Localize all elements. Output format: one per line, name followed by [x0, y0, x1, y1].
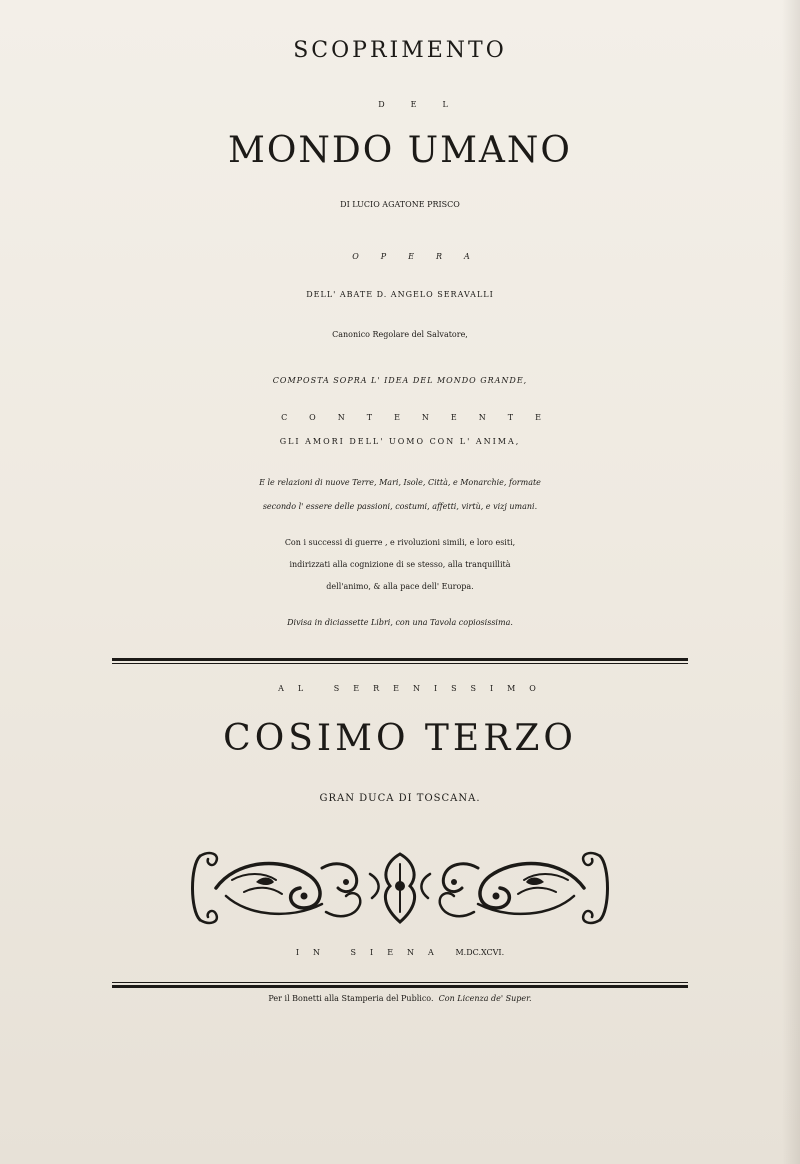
opera-label: OPERA: [352, 252, 492, 261]
divisa-line: Divisa in diciassette Libri, con una Tavola copiosissima.: [287, 618, 513, 627]
successi-line-1: Con i successi di guerre , e rivoluzioni simili, e loro esiti,: [284, 538, 516, 547]
title-line-mondo-umano: MONDO UMANO: [228, 130, 572, 171]
amori-line: GLI AMORI DELL' UOMO CON L' ANIMA,: [279, 437, 521, 446]
successi-line-3: dell'animo, & alla pace dell' Europa.: [326, 582, 474, 591]
dedication-title: GRAN DUCA DI TOSCANA.: [319, 793, 481, 804]
composta-line: COMPOSTA SOPRA L' IDEA DEL MONDO GRANDE,: [272, 376, 528, 385]
contenente-label: CONTENENTE: [281, 413, 563, 422]
double-rule-top-thin: [112, 663, 688, 664]
floral-scroll-headpiece-icon: [186, 846, 614, 930]
title-word-del: DEL: [378, 100, 474, 109]
dedication-al-serenissimo: AL SERENISSIMO: [278, 684, 550, 693]
imprint-printer-line: [0, 994, 800, 1003]
imprint-place: IN SIENA: [295, 948, 448, 957]
successi-line-2: indirizzati alla cognizione di se stesso, alla tranquillità: [289, 560, 511, 569]
double-rule-bottom-thin: [112, 982, 688, 983]
imprint-license: Con Licenza de' Super.: [438, 994, 532, 1003]
imprint-printer: Per il Bonetti alla Stamperia del Publico.: [268, 994, 434, 1003]
author-pseudonym: DI LUCIO AGATONE PRISCO: [340, 200, 460, 209]
double-rule-bottom-thick: [112, 985, 688, 988]
title-line-scoprimento: SCOPRIMENTO: [293, 38, 507, 63]
relazioni-line-2: secondo l' essere delle passioni, costumi, affetti, virtù, e vizj umani.: [262, 502, 538, 511]
author-role: Canonico Regolare del Salvatore,: [332, 330, 468, 339]
double-rule-top-thick: [112, 658, 688, 661]
dedication-name: COSIMO TERZO: [223, 718, 577, 759]
author-name: DELL' ABATE D. ANGELO SERAVALLI: [306, 290, 494, 299]
imprint-place-year: [0, 948, 800, 957]
imprint-year: M.DC.XCVI.: [455, 948, 505, 957]
relazioni-line-1: E le relazioni di nuove Terre, Mari, Isole, Città, e Monarchie, formate: [259, 478, 541, 487]
